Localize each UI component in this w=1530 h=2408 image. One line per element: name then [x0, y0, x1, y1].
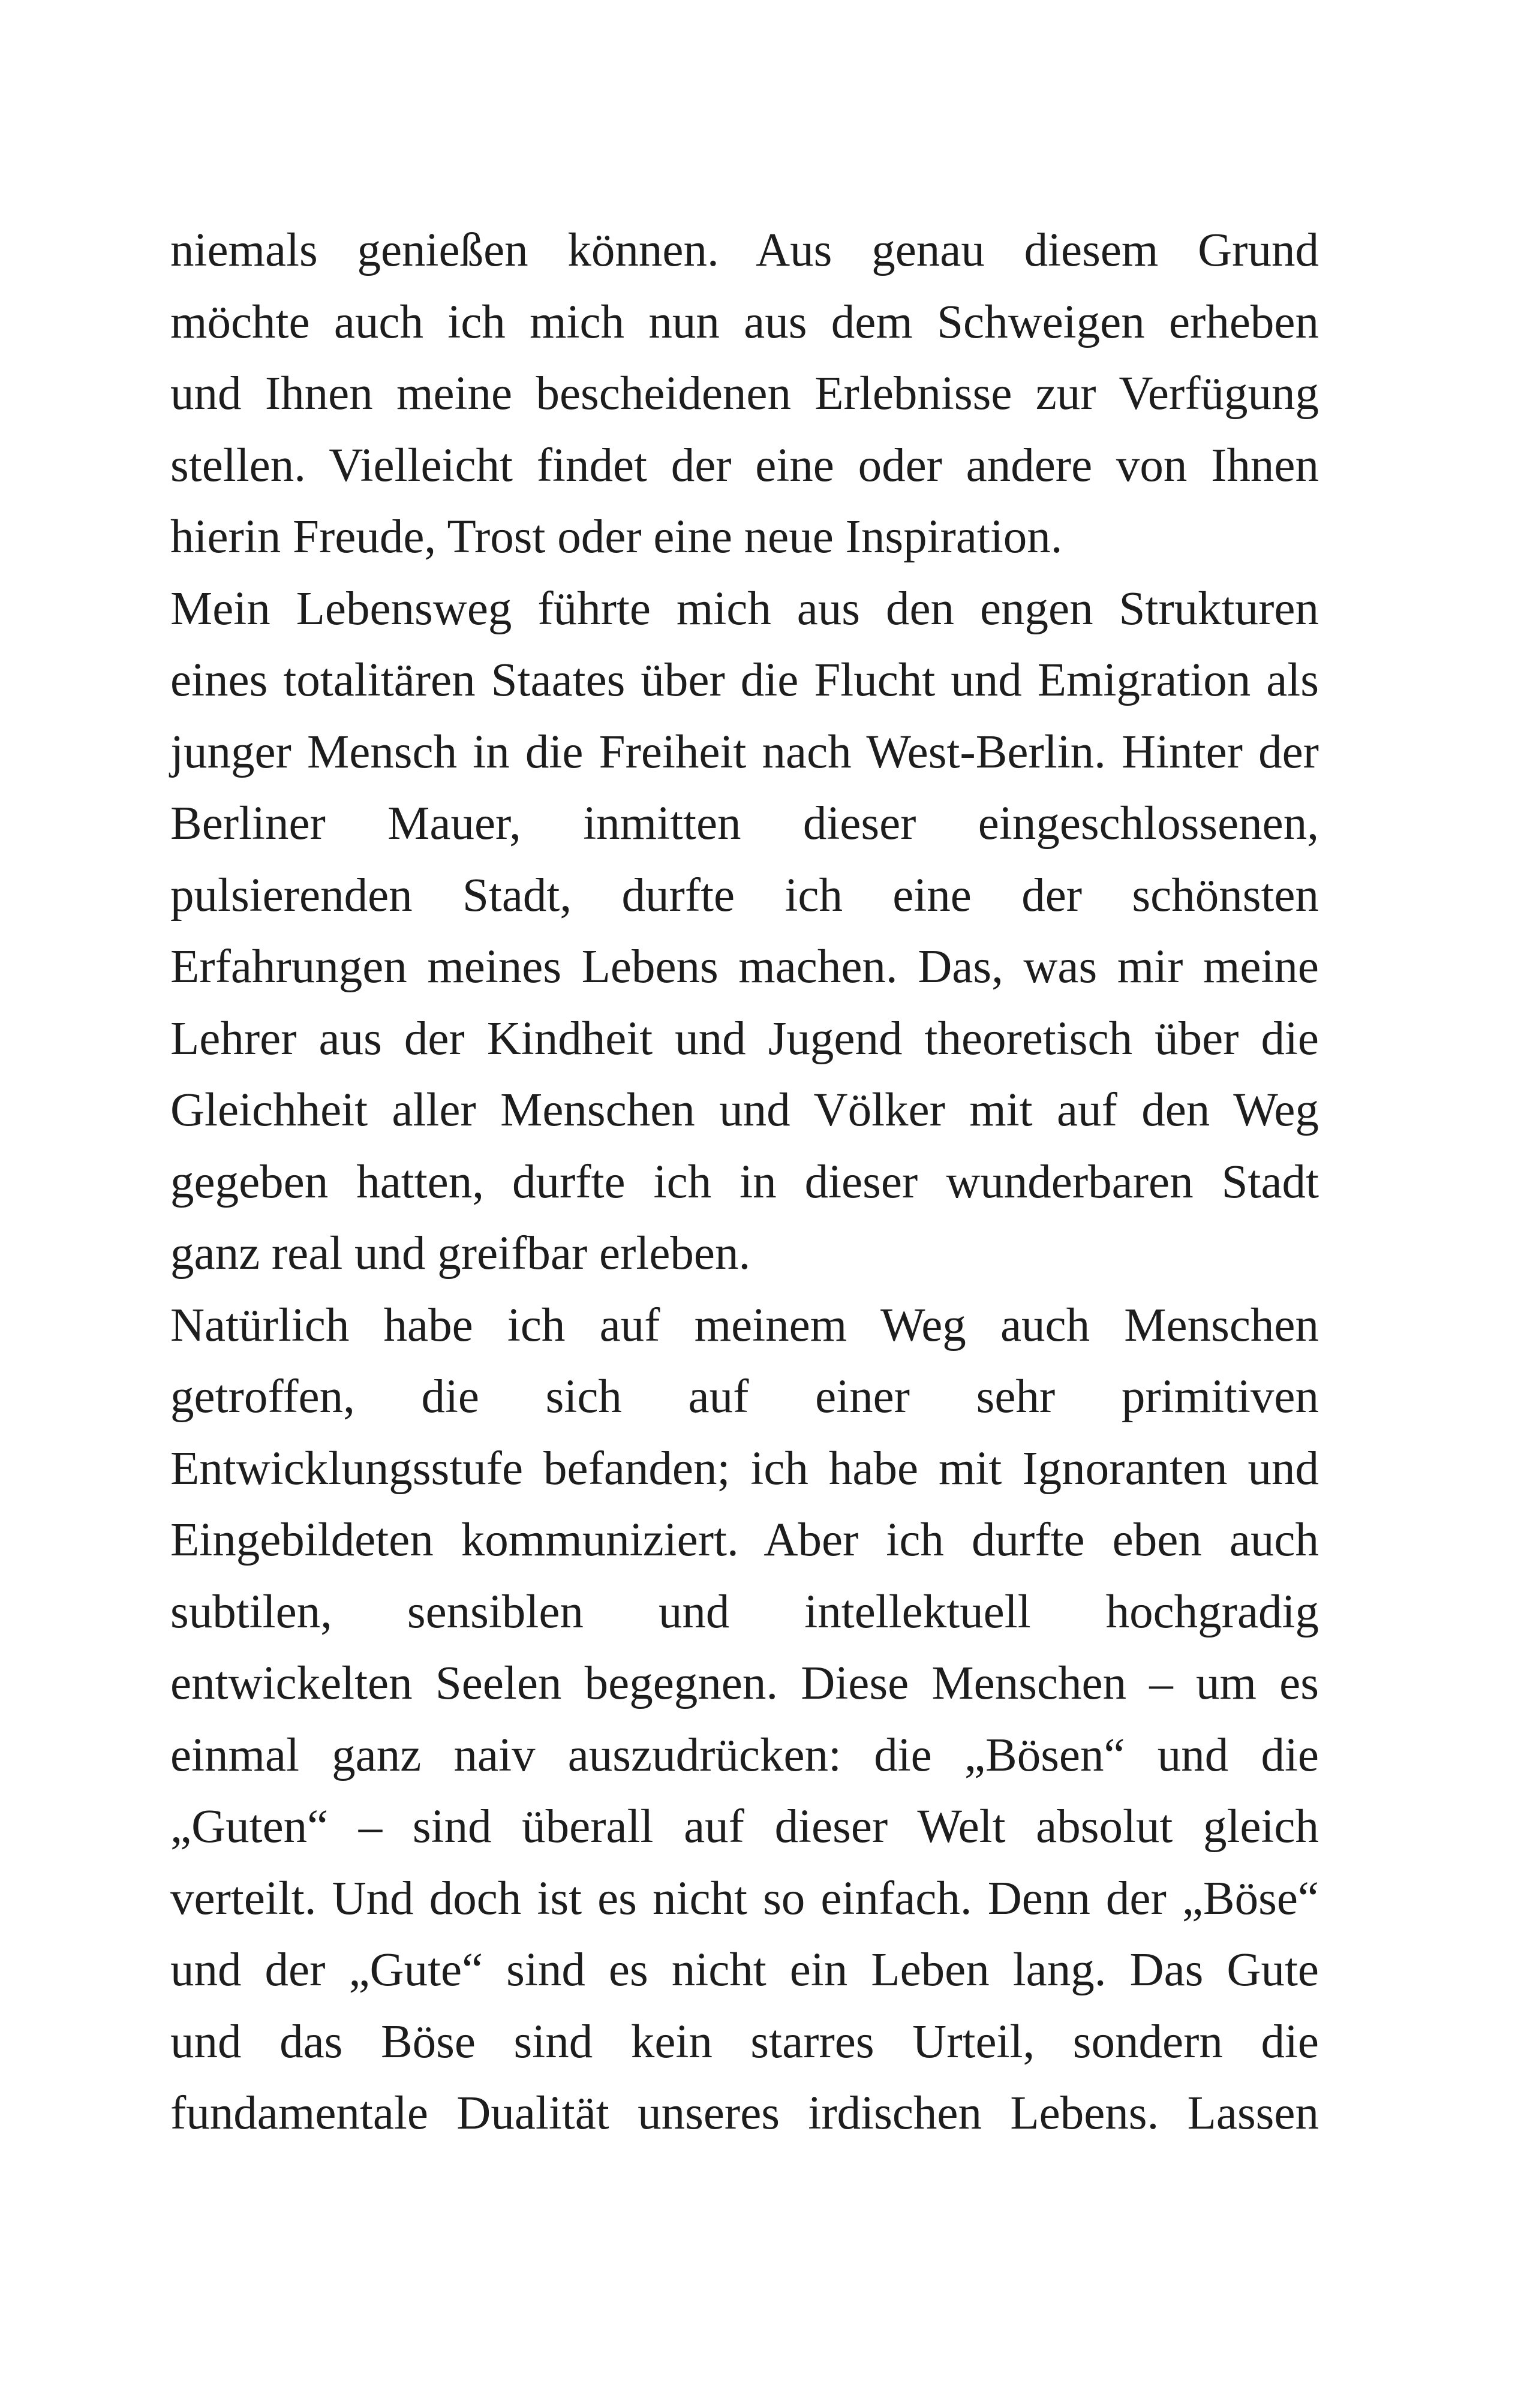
text-line: und das Böse sind kein starres Urteil, sondern die	[170, 2015, 1319, 2068]
text-line: niemals genießen können. Aus genau diesem Grund	[170, 224, 1319, 276]
text-line: Erfahrungen meines Lebens machen. Das, was mir meine	[170, 941, 1319, 993]
text-line: gegeben hatten, durfte ich in dieser wunderbaren Stadt	[170, 1155, 1319, 1208]
text-line: ganz real und greifbar erleben.	[170, 1227, 751, 1280]
text-line: Natürlich habe ich auf meinem Weg auch Menschen	[170, 1299, 1319, 1352]
text-line: eines totalitären Staates über die Flucht und Emigration als	[170, 654, 1319, 706]
text-line: verteilt. Und doch ist es nicht so einfach. Denn der „Böse“	[170, 1872, 1319, 1925]
body-text	[170, 215, 1319, 2150]
text-line: Mein Lebensweg führte mich aus den engen Strukturen	[170, 582, 1319, 635]
text-line: fundamentale Dualität unseres irdischen Lebens. Lassen	[170, 2087, 1319, 2139]
text-line: junger Mensch in die Freiheit nach West-Berlin. Hinter der	[170, 726, 1319, 778]
text-line: Lehrer aus der Kindheit und Jugend theoretisch über die	[170, 1012, 1319, 1065]
text-line: Berliner Mauer, inmitten dieser eingeschlossenen,	[170, 797, 1319, 850]
text-line: entwickelten Seelen begegnen. Diese Menschen – um es	[170, 1657, 1319, 1709]
text-line: stellen. Vielleicht findet der eine oder andere von Ihnen	[170, 439, 1319, 492]
text-line: Entwicklungsstufe befanden; ich habe mit Ignoranten und	[170, 1442, 1319, 1495]
text-line: pulsierenden Stadt, durfte ich eine der schönsten	[170, 869, 1319, 922]
text-line: einmal ganz naiv auszudrücken: die „Bösen“ und die	[170, 1729, 1319, 1781]
paragraph-1	[170, 215, 1319, 573]
text-line: hierin Freude, Trost oder eine neue Inspiration.	[170, 511, 1063, 563]
text-line: und Ihnen meine bescheidenen Erlebnisse zur Verfügung	[170, 368, 1319, 420]
text-line: und der „Gute“ sind es nicht ein Leben lang. Das Gute	[170, 1944, 1319, 1996]
paragraph-2	[170, 573, 1319, 1290]
paragraph-3	[170, 1290, 1319, 2150]
text-line: subtilen, sensiblen und intellektuell hochgradig	[170, 1585, 1319, 1638]
text-line: möchte auch ich mich nun aus dem Schweigen erheben	[170, 296, 1319, 348]
text-line: Eingebildeten kommuniziert. Aber ich durfte eben auch	[170, 1514, 1319, 1566]
text-line: „Guten“ – sind überall auf dieser Welt absolut gleich	[170, 1801, 1319, 1853]
text-line: Gleichheit aller Menschen und Völker mit auf den Weg	[170, 1084, 1319, 1136]
text-line: getroffen, die sich auf einer sehr primitiven	[170, 1371, 1319, 1423]
